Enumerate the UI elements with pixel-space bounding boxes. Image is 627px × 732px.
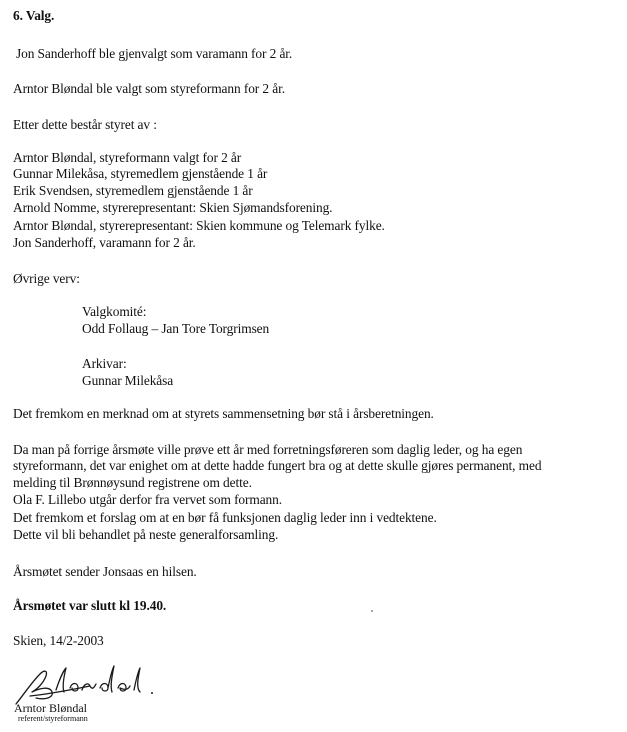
board-member-line: Arnold Nomme, styrerepresentant: Skien Sjømandsforening. <box>13 200 333 215</box>
election-committee-label: Valgkomité: <box>82 304 147 319</box>
board-member-line: Gunnar Milekåsa, styremedlem gjenstående 1 år <box>13 166 268 181</box>
paragraph-line: styreformann, det var enighet om at dette hadde fungert bra og at dette skulle gjøres permanent, med <box>13 458 542 473</box>
board-member-line: Erik Svendsen, styremedlem gjenstående 1 år <box>13 183 253 198</box>
section-heading: 6. Valg. <box>13 8 55 23</box>
board-member-line: Arntor Bløndal, styrerepresentant: Skien kommune og Telemark fylke. <box>13 218 385 233</box>
scan-speck <box>371 610 373 612</box>
election-committee-names: Odd Follaug – Jan Tore Torgrimsen <box>82 321 270 336</box>
board-member-line: Jon Sanderhoff, varamann for 2 år. <box>13 235 196 250</box>
paragraph-line: Dette vil bli behandlet på neste generalforsamling. <box>13 527 279 542</box>
paragraph-line: melding til Brønnøysund registrene om dette. <box>13 475 252 490</box>
remark-text: Det fremkom en merknad om at styrets sammensetning bør stå i årsberetningen. <box>13 406 434 421</box>
signature-name: Arntor Bløndal <box>14 701 87 715</box>
text-reelected: Jon Sanderhoff ble gjenvalgt som varamann for 2 år. <box>16 46 293 61</box>
signature-role: referent/styreformann <box>18 714 88 723</box>
archivist-label: Arkivar: <box>82 356 127 371</box>
text-board-intro: Etter dette består styret av : <box>13 117 157 132</box>
greeting-text: Årsmøtet sender Jonsaas en hilsen. <box>13 564 197 579</box>
paragraph-line: Det fremkom et forslag om at en bør få funksjonen daglig leder inn i vedtektene. <box>13 510 437 525</box>
text-elected-chair: Arntor Bløndal ble valgt som styreformann for 2 år. <box>13 81 285 96</box>
archivist-name: Gunnar Milekåsa <box>82 373 174 388</box>
paragraph-line: Da man på forrige årsmøte ville prøve ett år med forretningsføreren som daglig leder, og ha egen <box>13 442 523 457</box>
other-roles-heading: Øvrige verv: <box>13 271 80 286</box>
closing-text: Årsmøtet var slutt kl 19.40. <box>13 598 167 613</box>
place-date: Skien, 14/2-2003 <box>13 633 104 648</box>
board-member-line: Arntor Bløndal, styreformann valgt for 2 år <box>13 150 242 165</box>
paragraph-line: Ola F. Lillebo utgår derfor fra vervet som formann. <box>13 492 282 507</box>
